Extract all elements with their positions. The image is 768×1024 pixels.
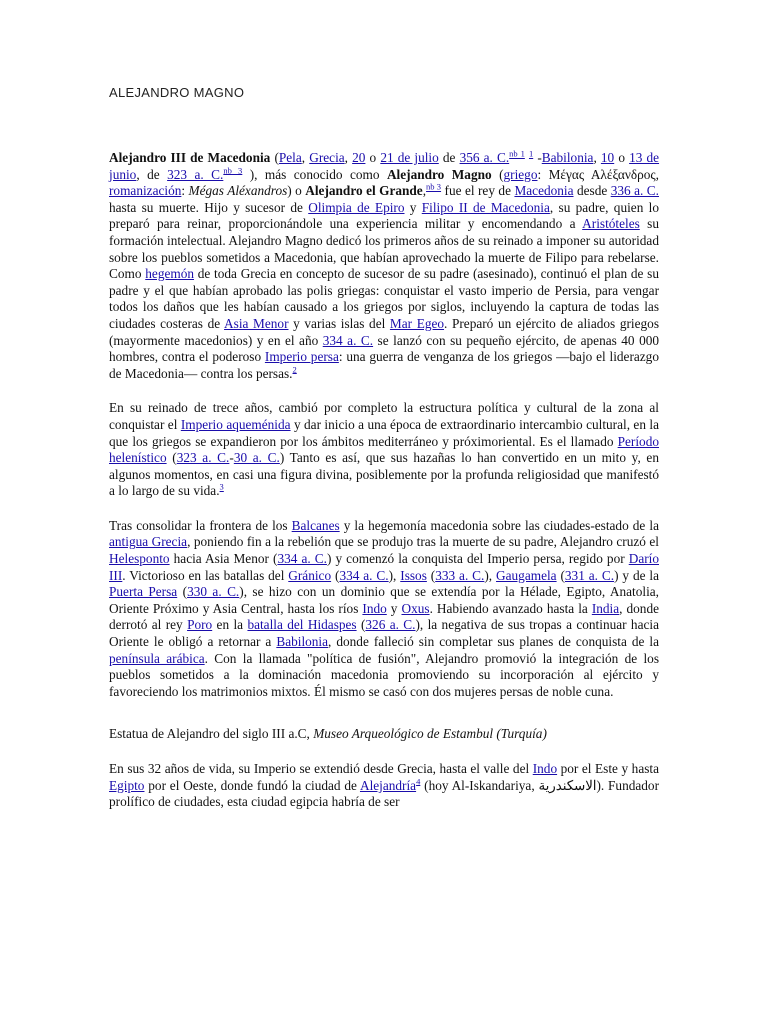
- link-330-ac[interactable]: 330 a. C.: [187, 584, 240, 600]
- link-macedonia[interactable]: Macedonia: [514, 183, 574, 199]
- link-peninsula-arabica[interactable]: península arábica: [109, 650, 205, 666]
- text: (hoy Al-Iskandariya, الاسكندرية). Fundador prolífico de ciudades, esta ciudad egipcia habría de ser: [109, 777, 660, 810]
- link-20[interactable]: 20: [352, 150, 366, 165]
- link-puerta-persa[interactable]: Puerta Persa: [109, 584, 178, 600]
- text: hacia Asia Menor (: [169, 551, 278, 567]
- link-antigua-grecia[interactable]: antigua Grecia: [109, 534, 188, 550]
- link-334-ac[interactable]: 334 a. C.: [322, 332, 374, 348]
- footnote-1[interactable]: 1: [528, 148, 534, 159]
- footnote-2[interactable]: 2: [292, 364, 297, 375]
- text: (: [270, 150, 279, 165]
- text: (: [356, 617, 366, 633]
- paragraph-intro: [109, 150, 659, 382]
- link-10[interactable]: 10: [600, 150, 615, 165]
- link-13-junio[interactable]: 13 de junio: [109, 150, 660, 182]
- link-aristoteles[interactable]: Aristóteles: [582, 216, 640, 232]
- link-babilonia[interactable]: Babilonia: [541, 150, 594, 165]
- text: ), se hizo con un dominio que se extendía por la Hélade, Egipto, Anatolia, Oriente Próximo y Asia Central, hasta los ríos: [109, 584, 659, 616]
- footnote-nb3[interactable]: nb 3: [223, 165, 243, 176]
- italic-megas: Mégas Aléxandros: [188, 183, 288, 199]
- text: ,: [422, 183, 427, 199]
- text: . Habiendo avanzado hasta la: [429, 600, 592, 616]
- footnote-4[interactable]: 4: [416, 776, 421, 787]
- text: . Victorioso en las batallas del: [122, 567, 289, 583]
- text: (: [556, 567, 565, 583]
- link-334-ac-b[interactable]: 334 a. C.: [277, 551, 327, 567]
- link-alejandria[interactable]: Alejandría: [359, 777, 417, 793]
- text: . Preparó un ejército de aliados griegos (mayormente macedonios) y en el año: [109, 315, 659, 348]
- link-indo[interactable]: Indo: [362, 600, 387, 616]
- paragraph-imperio: [109, 761, 659, 811]
- text: ),: [484, 567, 497, 583]
- text: -: [229, 450, 234, 466]
- text: fue el rey de: [441, 183, 515, 199]
- text: , poniendo fin a la rebelión que se produjo tras la muerte de su padre, Alejandro cruzó el: [187, 534, 659, 550]
- link-pela[interactable]: Pela: [278, 150, 302, 165]
- text: (: [166, 450, 177, 466]
- link-egipto[interactable]: Egipto: [109, 777, 145, 793]
- text: (: [331, 567, 340, 583]
- bold-grande: Alejandro el Grande: [305, 183, 423, 199]
- link-336-ac[interactable]: 336 a. C.: [610, 183, 659, 199]
- document-title: ALEJANDRO MAGNO: [109, 85, 245, 100]
- text: Tras consolidar la frontera de los: [109, 517, 292, 533]
- text: hasta su muerte. Hijo y sucesor de: [109, 199, 309, 215]
- link-issos[interactable]: Issos: [400, 567, 427, 583]
- text: : una guerra de venganza de los griegos —bajo el liderazgo de Macedonia— contra los persas.: [109, 349, 659, 381]
- text: y dar inicio a una época de extraordinario intercambio cultural, en la que los griegos se expandieron por los ámbitos mediterráneo y próximoriental. Es el llamado: [109, 416, 659, 449]
- link-griego[interactable]: griego: [503, 166, 538, 182]
- link-356-ac[interactable]: 356 a. C.: [459, 150, 510, 165]
- link-granico[interactable]: Gránico: [288, 567, 332, 583]
- link-imperio-aquemenida[interactable]: Imperio aqueménida: [180, 416, 291, 432]
- link-323-ac-b[interactable]: 323 a. C.: [176, 450, 230, 466]
- text: ,: [344, 150, 353, 165]
- text: (: [491, 166, 504, 182]
- link-babilonia-b[interactable]: Babilonia: [276, 634, 329, 650]
- link-india[interactable]: India: [591, 600, 620, 616]
- text: y: [386, 600, 402, 616]
- text: en la: [212, 617, 248, 633]
- text: se lanzó con su pequeño ejército, de apenas 40 000 hombres, contra el poderoso: [109, 332, 660, 365]
- text: Estatua de Alejandro del siglo III a.C,: [109, 726, 314, 742]
- text: , su padre, quien lo preparó para reinar, proporcionándole una experiencia militar y encomendando a: [109, 199, 659, 232]
- image-caption: [109, 726, 659, 743]
- link-hidaspes[interactable]: batalla del Hidaspes: [247, 617, 357, 633]
- link-30-ac[interactable]: 30 a. C.: [233, 450, 280, 466]
- text: y: [404, 199, 422, 215]
- link-21-julio[interactable]: 21 de julio: [380, 150, 439, 165]
- text: (: [426, 567, 436, 583]
- text: ,: [301, 150, 310, 165]
- link-periodo-helenistico[interactable]: Período helenístico: [109, 433, 659, 466]
- footnote-nb3-b[interactable]: nb 3: [426, 181, 442, 192]
- text: de toda Grecia en concepto de sucesor de su padre (asesinado), continuó el plan de su padre y el que habían aprobado las polis griegas: conquistar el vasto imperio de Persia, para vengar todos los daños que les habían causado a los griegos por siglos, incluyendo la captura de todas las ciudades costeras de: [109, 266, 659, 331]
- text: de: [438, 150, 460, 165]
- text: ) y de la: [614, 567, 659, 583]
- link-oxus[interactable]: Oxus: [401, 600, 430, 616]
- text: . Con la llamada "política de fusión", Alejandro promovió la integración de los pueblos sometidos a la dominación macedonia promoviendo su incorporación al ejército y favoreciendo los matrimonios mixtos. Él mismo se casó con dos mujeres persas de noble cuna.: [109, 650, 659, 699]
- link-gaugamela[interactable]: Gaugamela: [496, 567, 557, 583]
- text: -: [533, 150, 542, 165]
- text: ),: [388, 567, 401, 583]
- text: , donde falleció sin completar sus planes de conquista de la: [328, 634, 659, 650]
- link-grecia[interactable]: Grecia: [309, 150, 345, 165]
- link-olimpia[interactable]: Olimpia de Epiro: [308, 199, 405, 215]
- text: En su reinado de trece años, cambió por completo la estructura política y cultural de la zona al conquistar el: [109, 400, 659, 432]
- link-indo-b[interactable]: Indo: [532, 761, 558, 776]
- link-334-ac-c[interactable]: 334 a. C.: [339, 567, 389, 583]
- bold-name: Alejandro III de Macedonia: [109, 150, 271, 165]
- text: ), más conocido como: [242, 166, 387, 182]
- link-326-ac[interactable]: 326 a. C.: [365, 617, 416, 633]
- link-asia-menor[interactable]: Asia Menor: [224, 315, 289, 331]
- footnote-nb1[interactable]: nb 1: [509, 148, 525, 159]
- text: (: [177, 584, 188, 600]
- text: ), la negativa de sus tropas a continuar hacia Oriente le obligó a retornar a: [109, 617, 659, 650]
- text: En sus 32 años de vida, su Imperio se extendió desde Grecia, hasta el valle del: [109, 761, 533, 776]
- link-filipo[interactable]: Filipo II de Macedonia: [421, 199, 550, 215]
- paragraph-reinado: [109, 400, 659, 500]
- bold-magno: Alejandro Magno: [386, 166, 492, 182]
- text: ) Tanto es así, que sus hazañas lo han convertido en un mito y, en algunos momentos, en casi una figura divina, posiblemente por la profunda religiosidad que manifestó a lo largo de su vida.: [109, 450, 659, 499]
- document-body: [109, 150, 659, 829]
- footnote-3[interactable]: 3: [219, 481, 224, 492]
- text: o: [365, 150, 381, 165]
- link-dario[interactable]: Darío III: [109, 551, 659, 583]
- text: desde: [573, 183, 611, 199]
- text: por el Este y hasta: [557, 761, 659, 776]
- italic-museo: Museo Arqueológico de Estambul (Turquía): [313, 726, 547, 742]
- link-hegemon[interactable]: hegemón: [145, 266, 195, 282]
- text: su formación intelectual. Alejandro Magno dedicó los primeros años de su reinado a imponer su autoridad sobre los pueblos sometidos a Macedonia, que habían aprovechado la muerte de Filipo para rebelarse. Como: [109, 216, 659, 282]
- text: : Μέγας Αλέξανδρος,: [537, 166, 660, 182]
- link-balcanes[interactable]: Balcanes: [291, 517, 340, 533]
- paragraph-conquista: [109, 518, 659, 701]
- text: ) o: [287, 183, 306, 199]
- text: ) y comenzó la conquista del Imperio persa, regido por: [326, 551, 629, 567]
- link-333-ac[interactable]: 333 a. C.: [435, 567, 485, 583]
- text: y la hegemonía macedonia sobre las ciudades-estado de la: [339, 517, 659, 533]
- text: o: [614, 150, 630, 165]
- text: por el Oeste, donde fundó la ciudad de: [144, 777, 360, 793]
- link-romanizacion[interactable]: romanización: [109, 183, 182, 199]
- link-331-ac[interactable]: 331 a. C.: [564, 567, 615, 583]
- link-imperio-persa[interactable]: Imperio persa: [264, 349, 339, 365]
- text: , donde derrotó al rey: [109, 600, 659, 633]
- link-poro[interactable]: Poro: [187, 617, 213, 633]
- link-helesponto[interactable]: Helesponto: [109, 551, 170, 567]
- link-mar-egeo[interactable]: Mar Egeo: [389, 315, 445, 331]
- text: :: [181, 183, 189, 199]
- link-323-ac[interactable]: 323 a. C.: [167, 166, 224, 182]
- text: y varias islas del: [288, 315, 390, 331]
- text: ,: [593, 150, 601, 165]
- text: , de: [136, 166, 168, 182]
